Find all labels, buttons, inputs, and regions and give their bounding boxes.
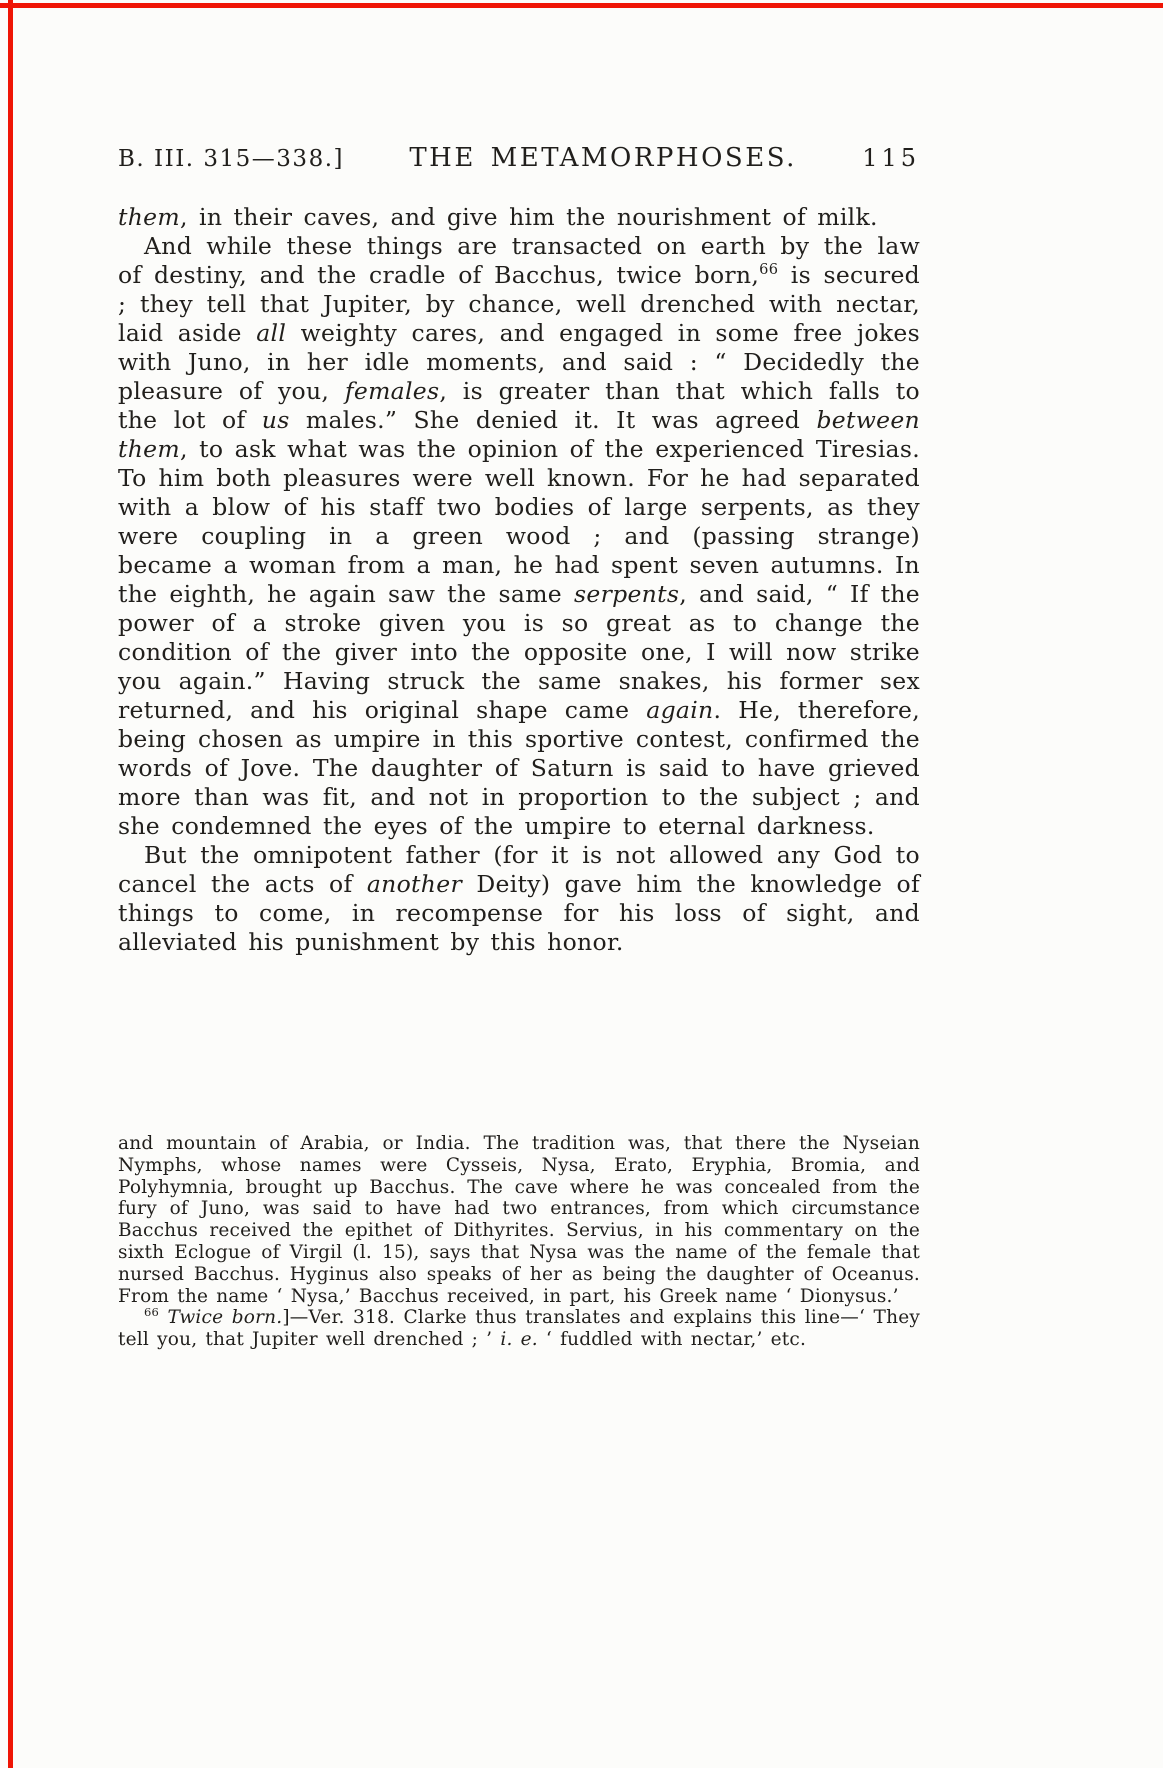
scan-edge-mark-top <box>0 3 1163 8</box>
footnote-66: $^{66}$ Twice born.]—Ver. 318. Clarke thus translates and explains this line—‘ They tell you, that Jupiter well drenched ; ’ i. e. ‘ fuddled with nectar,’ etc. <box>118 1305 920 1351</box>
footnotes-block <box>118 1133 920 1351</box>
book-line-reference: B. III. 315—338.] <box>118 146 344 172</box>
scan-edge-mark-left <box>8 0 13 1768</box>
paragraph: But the omnipotent father (for it is not allowed any God to cancel the acts of another Deity) gave him the knowledge of things to come, in recompense for his loss of sight, and alleviated his punishment by this honor. <box>118 841 920 956</box>
page-header <box>118 143 920 173</box>
paragraph: And while these things are transacted on earth by the law of destiny, and the cradle of Bacchus, twice born,$^{66}$ is secured ; they tell that Jupiter, by chance, well drenched with nectar, laid aside all weighty cares, and engaged in some free jokes with Juno, in her idle moments, and said : “ Decidedly the pleasure of you, females, is greater than that which falls to the lot of us males.” She denied it. It was agreed between them, to ask what was the opinion of the experienced Tiresias. To him both pleasures were well known. For he had separated with a blow of his staff two bodies of large serpents, as they were coupling in a green wood ; and (passing strange) became a woman from a man, he had spent seven autumns. In the eighth, he again saw the same serpents, and said, “ If the power of a stroke given you is so great as to change the condition of the giver into the opposite one, I will now strike you again.” Having struck the same snakes, his former sex returned, and his original shape came again. He, therefore, being chosen as umpire in this sportive contest, confirmed the words of Jove. The daughter of Saturn is said to have grieved more than was fit, and not in proportion to the subject ; and she condemned the eyes of the umpire to eternal darkness. <box>118 232 921 840</box>
footnote-continuation: and mountain of Arabia, or India. The tradition was, that there the Nyseian Nymphs, whose names were Cysseis, Nysa, Erato, Eryphia, Bromia, and Polyhymnia, brought up Bacchus. The cave where he was concealed from the fury of Juno, was said to have had two entrances, from which circumstance Bacchus received the epithet of Dithyrites. Servius, in his commentary on the sixth Eclogue of Virgil (l. 15), says that Nysa was the name of the female that nursed Bacchus. Hyginus also speaks of her as being the daughter of Oceanus. From the name ‘ Nysa,’ Bacchus received, in part, his Greek name ‘ Dionysus.’ <box>118 1133 920 1307</box>
running-title: THE METAMORPHOSES. <box>409 143 797 173</box>
page-number: 115 <box>862 144 920 172</box>
paragraph-continuation: them, in their caves, and give him the nourishment of milk. <box>118 203 878 231</box>
main-text-block <box>118 203 920 957</box>
